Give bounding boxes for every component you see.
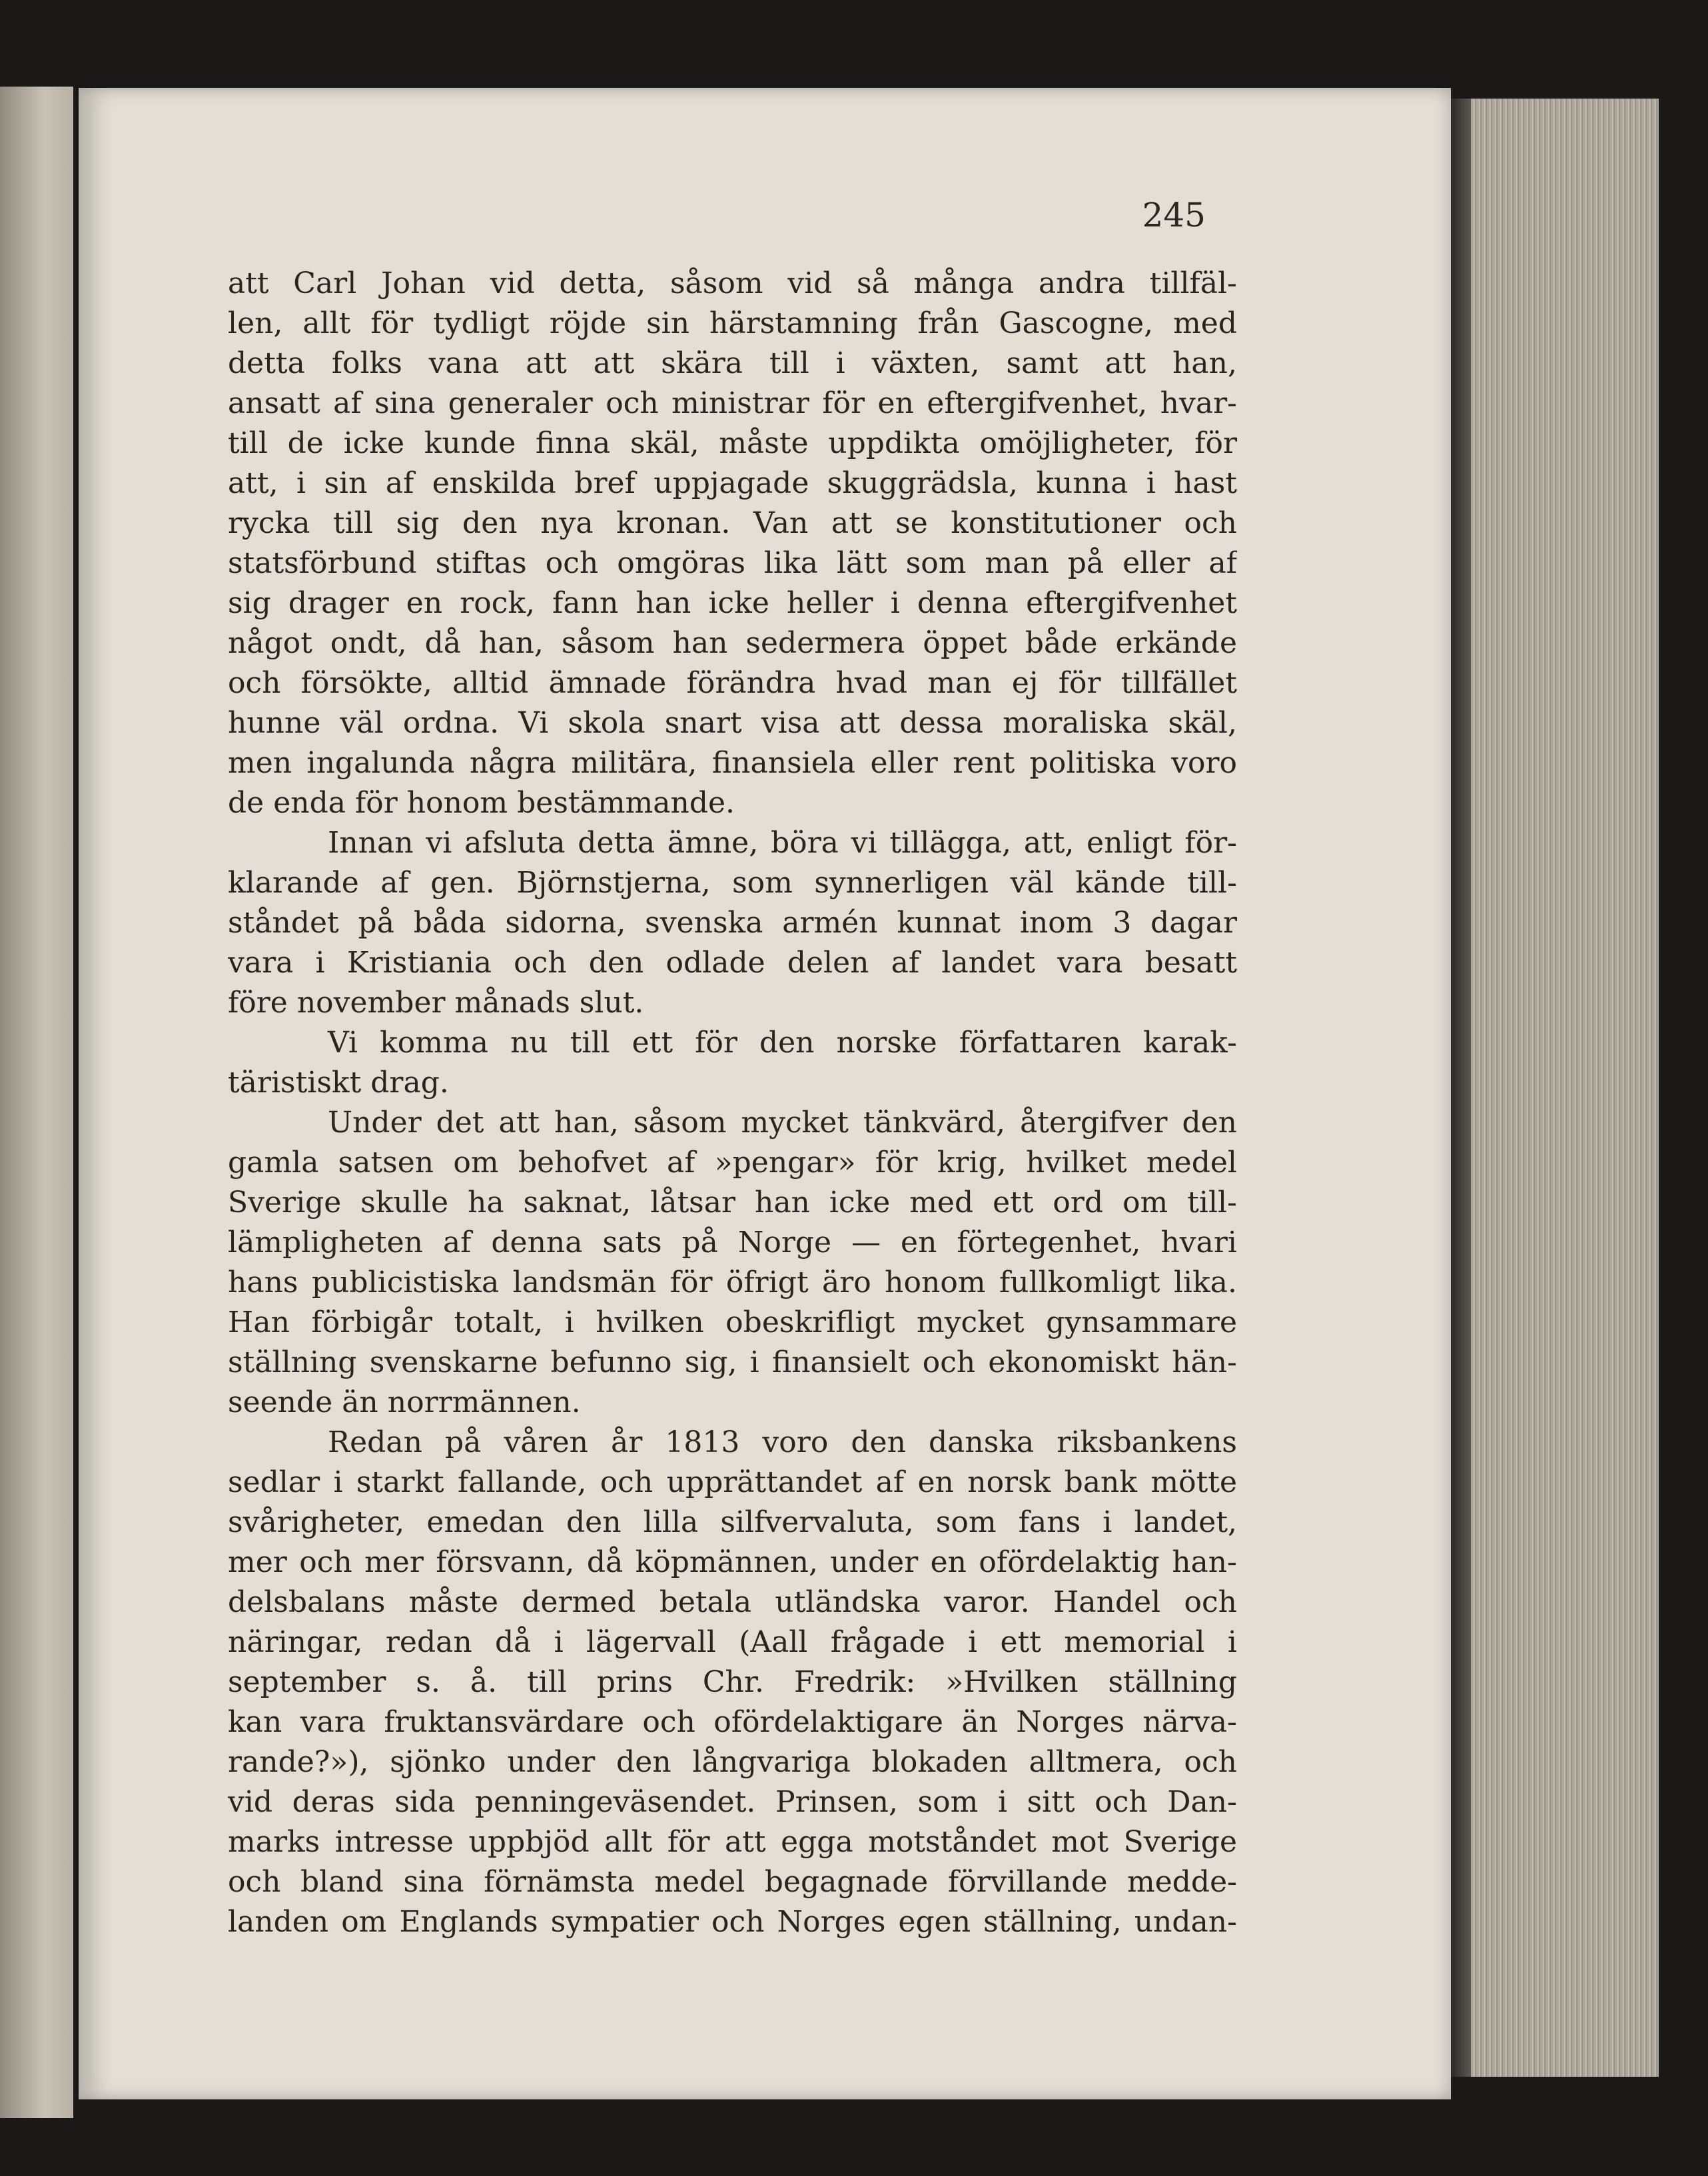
text-line: sig drager en rock, fann han icke heller i denna eftergifvenhet bbox=[228, 586, 1237, 620]
text-line: till de icke kunde finna skäl, måste uppdikta omöjligheter, för bbox=[228, 426, 1237, 460]
text-line: de enda för honom bestämmande. bbox=[228, 786, 735, 820]
text-line: Sverige skulle ha saknat, låtsar han icke med ett ord om till- bbox=[228, 1186, 1237, 1220]
text-line: landen om Englands sympatier och Norges egen ställning, undan- bbox=[228, 1905, 1237, 1939]
text-line: Under det att han, såsom mycket tänkvärd, återgifver den bbox=[328, 1106, 1237, 1140]
text-line: vid deras sida penningeväsendet. Prinsen, som i sitt och Dan- bbox=[228, 1785, 1237, 1819]
text-line: att, i sin af enskilda bref uppjagade skuggrädsla, kunna i hast bbox=[228, 466, 1237, 500]
text-line: mer och mer försvann, då köpmännen, under en ofördelaktig han- bbox=[228, 1545, 1237, 1579]
text-line: men ingalunda några militära, finansiela eller rent politiska voro bbox=[228, 746, 1237, 780]
text-line: statsförbund stiftas och omgöras lika lätt som man på eller af bbox=[228, 546, 1237, 580]
text-line: hunne väl ordna. Vi skola snart visa att dessa moraliska skäl, bbox=[228, 706, 1237, 740]
text-line: ställning svenskarne befunno sig, i finansielt och ekonomiskt hän- bbox=[228, 1345, 1237, 1379]
text-line: kan vara fruktansvärdare och ofördelaktigare än Norges närva- bbox=[228, 1705, 1237, 1739]
text-line: svårigheter, emedan den lilla silfvervaluta, som fans i landet, bbox=[228, 1505, 1237, 1539]
body-text bbox=[228, 264, 1237, 1942]
text-line: näringar, redan då i lägervall (Aall frågade i ett memorial i bbox=[228, 1625, 1237, 1659]
text-line: före november månads slut. bbox=[228, 986, 644, 1020]
text-line: och försökte, alltid ämnade förändra hvad man ej för tillfället bbox=[228, 666, 1237, 700]
text-line: seende än norrmännen. bbox=[228, 1385, 581, 1419]
text-line: klarande af gen. Björnstjerna, som synnerligen väl kände till- bbox=[228, 866, 1237, 900]
text-line: hans publicistiska landsmän för öfrigt äro honom fullkomligt lika. bbox=[228, 1266, 1237, 1299]
text-line: Innan vi afsluta detta ämne, böra vi tillägga, att, enligt för- bbox=[328, 826, 1237, 860]
text-line: och bland sina förnämsta medel begagnade förvillande medde- bbox=[228, 1865, 1237, 1899]
text-line: ansatt af sina generaler och ministrar för en eftergifvenhet, hvar- bbox=[228, 386, 1237, 420]
text-line: sedlar i starkt fallande, och upprättandet af en norsk bank mötte bbox=[228, 1465, 1237, 1499]
left-page-edge bbox=[0, 87, 73, 2118]
text-line: marks intresse uppbjöd allt för att egga motståndet mot Sverige bbox=[228, 1825, 1237, 1859]
text-line: vara i Kristiania och den odlade delen af landet vara besatt bbox=[228, 946, 1237, 980]
text-line: detta folks vana att att skära till i växten, samt att han, bbox=[228, 346, 1237, 380]
text-line: Han förbigår totalt, i hvilken obeskrifligt mycket gynsammare bbox=[228, 1305, 1237, 1339]
text-line: att Carl Johan vid detta, såsom vid så många andra tillfäl- bbox=[228, 266, 1237, 300]
page-stack-edge bbox=[1451, 99, 1659, 2077]
text-line: Redan på våren år 1813 voro den danska riksbankens bbox=[328, 1425, 1237, 1459]
text-line: täristiskt drag. bbox=[228, 1066, 449, 1100]
text-line: september s. å. till prins Chr. Fredrik: »Hvilken ställning bbox=[228, 1665, 1237, 1699]
text-line: något ondt, då han, såsom han sedermera öppet både erkände bbox=[228, 626, 1237, 660]
page-number: 245 bbox=[1142, 196, 1206, 234]
text-line: len, allt för tydligt röjde sin härstamning från Gascogne, med bbox=[228, 306, 1237, 340]
text-line: gamla satsen om behofvet af »pengar» för krig, hvilket medel bbox=[228, 1146, 1237, 1180]
text-line: ståndet på båda sidorna, svenska armén kunnat inom 3 dagar bbox=[228, 906, 1237, 940]
text-line: rande?»), sjönko under den långvariga blokaden alltmera, och bbox=[228, 1745, 1237, 1779]
text-line: Vi komma nu till ett för den norske författaren karak- bbox=[328, 1026, 1237, 1060]
text-line: delsbalans måste dermed betala utländska varor. Handel och bbox=[228, 1585, 1237, 1619]
text-line: lämpligheten af denna sats på Norge — en förtegenhet, hvari bbox=[228, 1226, 1237, 1260]
text-line: rycka till sig den nya kronan. Van att se konstitutioner och bbox=[228, 506, 1237, 540]
